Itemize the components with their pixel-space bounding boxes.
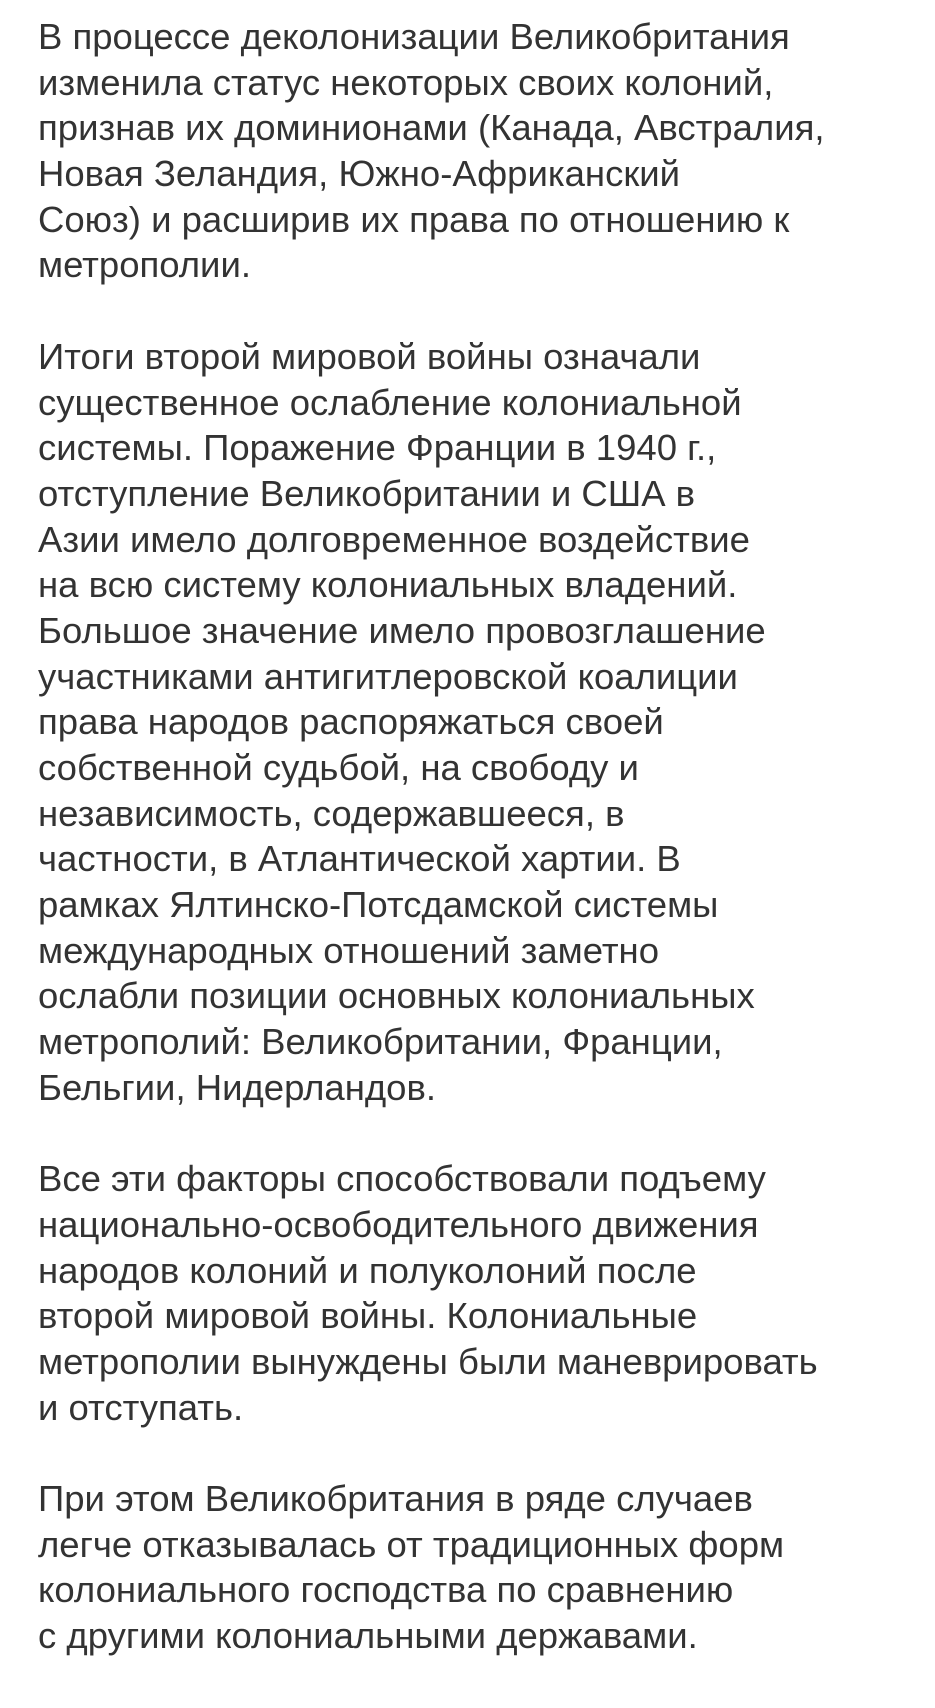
text-line: ослабли позиции основных колониальных <box>38 975 755 1017</box>
text-line: и отступать. <box>38 1386 244 1428</box>
text-line: признав их доминионами (Канада, Австралия, <box>38 107 825 149</box>
text-line: собственной судьбой, на свободу и <box>38 747 639 788</box>
text-line: метрополий: Великобритании, Франции, <box>38 1021 723 1063</box>
paragraph-4 <box>38 1476 933 1659</box>
text-line: второй мировой войны. Колониальные <box>38 1295 698 1337</box>
text-line: При этом Великобритания в ряде случаев <box>38 1478 753 1519</box>
text-line: права народов распоряжаться своей <box>38 701 664 743</box>
text-line: независимость, содержавшееся, в <box>38 792 625 834</box>
paragraph-gap <box>38 1430 933 1476</box>
text-line: метрополии вынуждены были маневрировать <box>38 1340 818 1382</box>
text-line: народов колоний и полуколоний после <box>38 1249 697 1291</box>
text-line: существенное ослабление колониальной <box>38 381 742 423</box>
paragraph-2 <box>38 334 933 1111</box>
text-line: метрополии. <box>38 244 251 286</box>
text-line: на всю систему колониальных владений. <box>38 564 738 606</box>
text-line: Союз) и расширив их права по отношению к <box>38 198 790 240</box>
text-line: отступление Великобритании и США в <box>38 472 696 514</box>
text-line: изменила статус некоторых своих колоний, <box>38 61 774 103</box>
paragraph-1 <box>38 14 933 288</box>
text-line: международных отношений заметно <box>38 929 659 971</box>
text-line: Большое значение имело провозглашение <box>38 609 766 651</box>
text-line: с другими колониальными державами. <box>38 1615 698 1657</box>
text-line: Азии имело долговременное воздействие <box>38 518 750 560</box>
paragraph-3 <box>38 1156 933 1430</box>
paragraph-gap <box>38 288 933 334</box>
text-line: частности, в Атлантической хартии. В <box>38 838 681 880</box>
text-line: легче отказывалась от традиционных форм <box>38 1523 785 1565</box>
text-line: Бельгии, Нидерландов. <box>38 1066 437 1108</box>
text-line: рамках Ялтинско-Потсдамской системы <box>38 884 719 926</box>
text-line: участниками антигитлеровской коалиции <box>38 655 738 697</box>
text-line: системы. Поражение Франции в 1940 г., <box>38 427 717 469</box>
text-line: национально-освободительного движения <box>38 1203 759 1245</box>
text-line: колониального господства по сравнению <box>38 1569 734 1611</box>
text-line: В процессе деколонизации Великобритания <box>38 16 790 57</box>
document-text <box>38 14 933 1659</box>
text-line: Все эти факторы способствовали подъему <box>38 1158 766 1200</box>
text-line: Итоги второй мировой войны означали <box>38 335 701 377</box>
paragraph-gap <box>38 1111 933 1157</box>
text-line: Новая Зеландия, Южно-Африканский <box>38 153 681 195</box>
